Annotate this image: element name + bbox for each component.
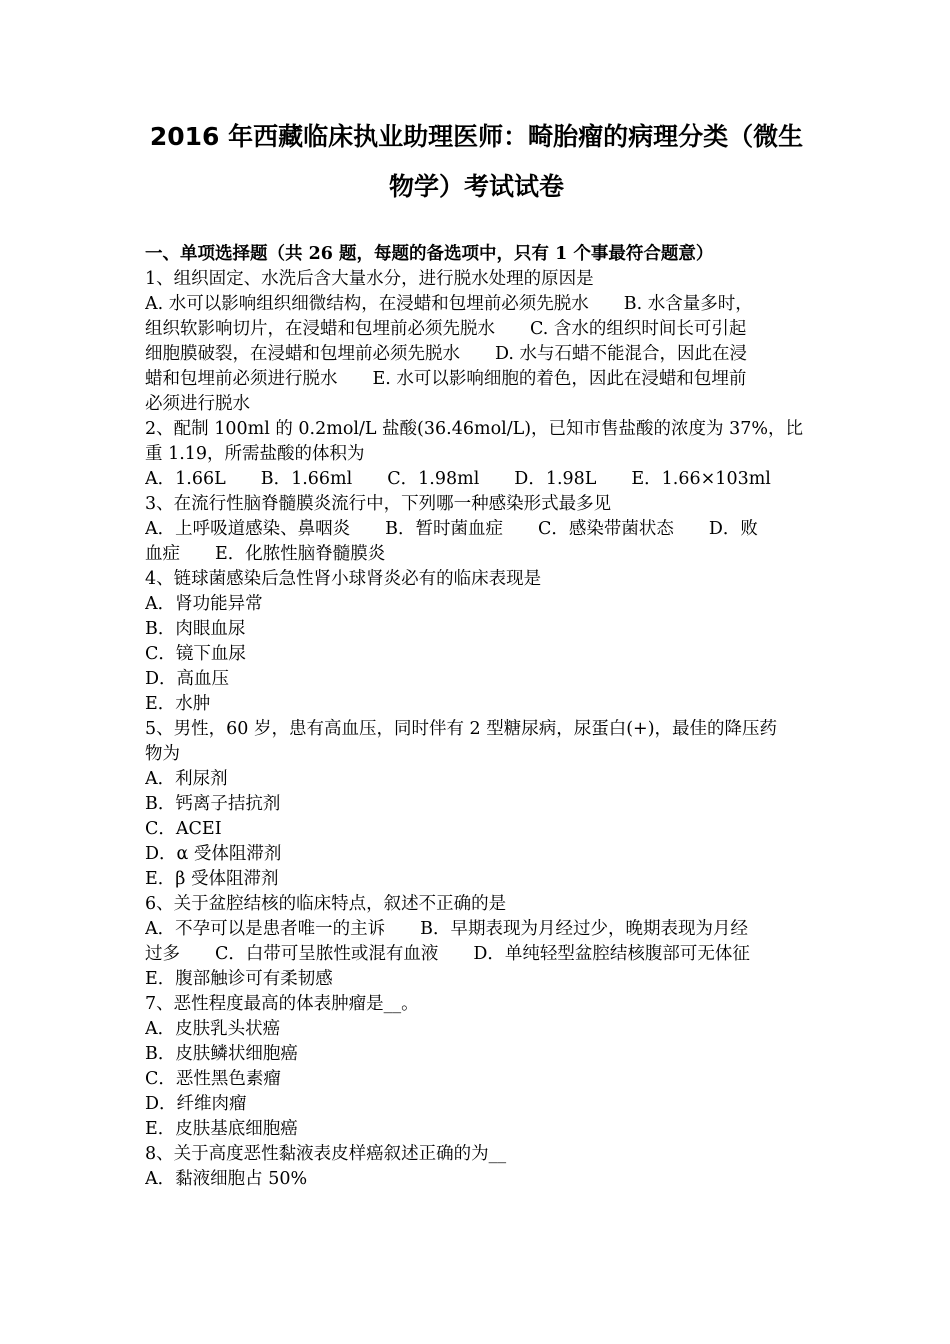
question-8-stem: 8、关于高度恶性黏液表皮样癌叙述正确的为__ — [145, 1144, 507, 1164]
section-heading: 一、单项选择题（共 26 题，每题的备选项中，只有 1 个事最符合题意） — [145, 244, 714, 264]
question-4-option-e: E．水肿 — [145, 694, 211, 714]
question-4-stem: 4、链球菌感染后急性肾小球肾炎必有的临床表现是 — [145, 569, 542, 589]
question-4-option-a: A．肾功能异常 — [145, 594, 263, 614]
question-4-option-c: C．镜下血尿 — [145, 644, 246, 664]
question-5-option-a: A．利尿剂 — [145, 769, 228, 789]
question-2-stem: 2、配制 100ml 的 0.2mol/L 盐酸(36.46mol/L)，已知市售盐酸的浓度为 37%，比 — [145, 419, 804, 439]
question-1-options-line: 细胞膜破裂，在浸蜡和包埋前必须先脱水 D. 水与石蜡不能混合，因此在浸 — [145, 344, 748, 364]
question-7-option-a: A．皮肤乳头状癌 — [145, 1019, 281, 1039]
question-6-options-line: 过多 C．白带可呈脓性或混有血液 D．单纯轻型盆腔结核腹部可无体征 — [145, 944, 750, 964]
question-5-option-d: D．α 受体阻滞剂 — [145, 844, 282, 864]
title-line-1: 2016 年西藏临床执业助理医师：畸胎瘤的病理分类（微生 — [149, 122, 804, 151]
question-1-options-line: 组织软影响切片，在浸蜡和包埋前必须先脱水 C. 含水的组织时间长可引起 — [145, 319, 747, 339]
question-8-option-a: A．黏液细胞占 50% — [145, 1169, 308, 1189]
question-2-stem: 重 1.19，所需盐酸的体积为 — [145, 444, 365, 464]
question-4-option-b: B．肉眼血尿 — [145, 619, 246, 639]
question-7-option-d: D．纤维肉瘤 — [145, 1094, 247, 1114]
question-2-options-line: A．1.66L B．1.66ml C．1.98ml D．1.98L E．1.66×103ml — [145, 469, 771, 489]
question-6-options-line: E．腹部触诊可有柔韧感 — [145, 969, 333, 989]
question-3-options-line: 血症 E．化脓性脑脊髓膜炎 — [145, 544, 386, 564]
question-5-option-c: C．ACEI — [145, 819, 222, 839]
question-7-stem: 7、恶性程度最高的体表肿瘤是__。 — [145, 994, 419, 1014]
question-1-options-line: A. 水可以影响组织细微结构，在浸蜡和包埋前必须先脱水 B. 水含量多时， — [145, 294, 753, 314]
question-6-stem: 6、关于盆腔结核的临床特点，叙述不正确的是 — [145, 894, 507, 914]
question-1-options-line: 必须进行脱水 — [145, 394, 250, 414]
question-5-stem: 物为 — [145, 744, 180, 764]
question-7-option-c: C．恶性黑色素瘤 — [145, 1069, 281, 1089]
question-7-option-b: B．皮肤鳞状细胞癌 — [145, 1044, 298, 1064]
question-3-options-line: A．上呼吸道感染、鼻咽炎 B．暂时菌血症 C．感染带菌状态 D．败 — [145, 519, 758, 539]
question-7-option-e: E．皮肤基底细胞癌 — [145, 1119, 298, 1139]
question-list — [145, 267, 808, 1192]
question-5-option-e: E．β 受体阻滞剂 — [145, 869, 279, 889]
question-4-option-d: D．高血压 — [145, 669, 230, 689]
question-6-options-line: A．不孕可以是患者唯一的主诉 B．早期表现为月经过少，晚期表现为月经 — [145, 919, 748, 939]
question-5-stem: 5、男性，60 岁，患有高血压，同时伴有 2 型糖尿病，尿蛋白(+)，最佳的降压药 — [145, 719, 778, 739]
question-1-options-line: 蜡和包埋前必须进行脱水 E. 水可以影响细胞的着色，因此在浸蜡和包埋前 — [145, 369, 747, 389]
title-line-2: 物学）考试试卷 — [388, 172, 564, 201]
page-title — [145, 112, 808, 212]
question-5-option-b: B．钙离子拮抗剂 — [145, 794, 281, 814]
question-1-stem: 1、组织固定、水洗后含大量水分，进行脱水处理的原因是 — [145, 269, 594, 289]
question-3-stem: 3、在流行性脑脊髓膜炎流行中，下列哪一种感染形式最多见 — [145, 494, 612, 514]
